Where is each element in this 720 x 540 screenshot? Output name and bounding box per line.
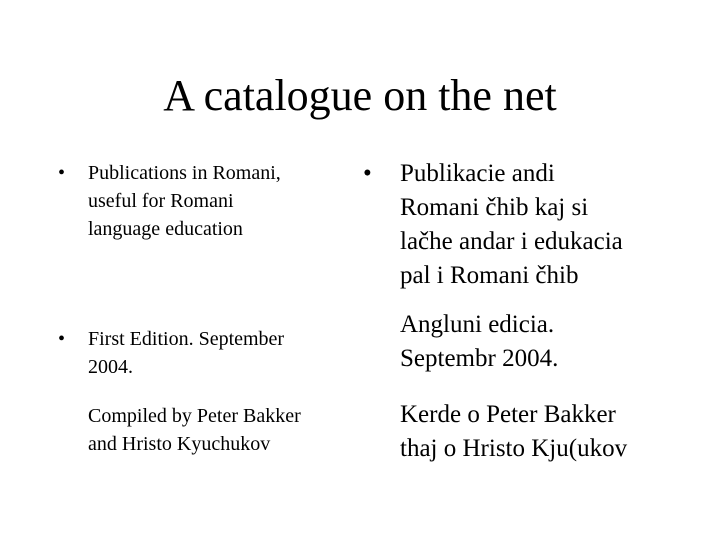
text-line: language education — [88, 218, 243, 240]
right-item-text — [363, 157, 703, 293]
text-line: 2004. — [88, 356, 133, 378]
text-line: useful for Romani — [88, 190, 234, 212]
right-item-edicia — [363, 308, 703, 376]
text-line: Publikacie andi — [400, 160, 555, 187]
left-item-text — [58, 325, 358, 381]
slide-title: A catalogue on the net — [163, 71, 557, 120]
text-line: Publications in Romani, — [88, 162, 281, 184]
left-item-text — [58, 402, 358, 458]
text-line: First Edition. September — [88, 328, 285, 350]
right-item-text — [363, 398, 703, 466]
text-line: Compiled by Peter Bakker — [88, 405, 301, 427]
text-line: Septembr 2004. — [400, 345, 559, 372]
text-line: thaj o Hristo Kju(ukov — [400, 435, 628, 462]
text-line: Angluni edicia. — [400, 311, 555, 338]
right-item-kerde — [363, 398, 703, 466]
text-line: lačhe andar i edukacia — [400, 228, 623, 255]
text-line: pal i Romani čhib — [400, 262, 579, 289]
left-bullet-item-publications — [58, 159, 358, 243]
left-bullet-item-edition — [58, 325, 358, 381]
bullet-marker: • — [58, 162, 66, 184]
text-line: Kerde o Peter Bakker — [400, 401, 616, 428]
bullet-marker: • — [363, 160, 372, 187]
right-item-text — [363, 308, 703, 376]
left-item-text — [58, 159, 358, 243]
right-bullet-item-publikacie — [363, 157, 703, 293]
left-item-compiled-by — [58, 402, 358, 458]
text-line: and Hristo Kyuchukov — [88, 433, 271, 455]
bullet-marker: • — [58, 328, 66, 350]
text-line: Romani čhib kaj si — [400, 194, 589, 221]
